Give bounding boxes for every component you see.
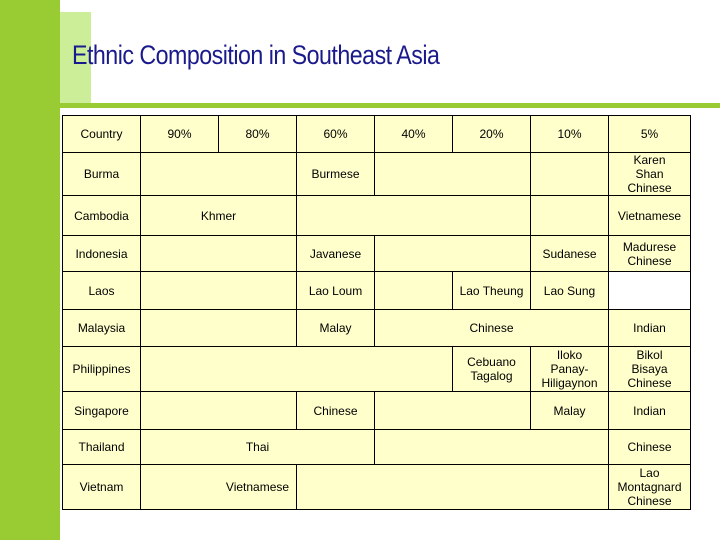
laos-lao-theung: Lao Theung xyxy=(453,272,531,310)
malaysia-majority-cell xyxy=(141,310,297,347)
philippines-cebuano-tagalog: Cebuano Tagalog xyxy=(453,347,531,392)
country-indonesia: Indonesia xyxy=(63,236,141,272)
cambodia-10-cell xyxy=(531,196,609,236)
header-60: 60% xyxy=(297,116,375,153)
thailand-chinese: Chinese xyxy=(609,430,690,465)
country-singapore: Singapore xyxy=(63,392,141,430)
laos-lao-loum: Lao Loum xyxy=(297,272,375,310)
burma-minorities: Karen Shan Chinese xyxy=(609,153,690,196)
vietnam-vietnamese: Vietnamese xyxy=(219,465,297,509)
vietnam-minorities: Lao Montagnard Chinese xyxy=(609,465,690,509)
header-10: 10% xyxy=(531,116,609,153)
indonesia-javanese: Javanese xyxy=(297,236,375,272)
burma-10-cell xyxy=(531,153,609,196)
burma-majority-cell xyxy=(141,153,297,196)
country-burma: Burma xyxy=(63,153,141,196)
country-laos: Laos xyxy=(63,272,141,310)
philippines-majority-cell xyxy=(141,347,453,392)
malaysia-chinese: Chinese xyxy=(375,310,609,347)
laos-majority-cell xyxy=(141,272,297,310)
singapore-indian: Indian xyxy=(609,392,690,430)
indonesia-majority-cell xyxy=(141,236,297,272)
vietnam-mid-cell xyxy=(297,465,609,509)
cambodia-mid-cell xyxy=(297,196,531,236)
country-cambodia: Cambodia xyxy=(63,196,141,236)
ethnic-table xyxy=(62,115,691,510)
header-80: 80% xyxy=(219,116,297,153)
header-country: Country xyxy=(63,116,141,153)
singapore-malay: Malay xyxy=(531,392,609,430)
philippines-iloko-panay: Iloko Panay- Hiligaynon xyxy=(531,347,609,392)
slide-title: Ethnic Composition in Southeast Asia xyxy=(72,40,440,70)
indonesia-sudanese: Sudanese xyxy=(531,236,609,272)
indonesia-minorities: Madurese Chinese xyxy=(609,236,690,272)
indonesia-mid-cell xyxy=(375,236,531,272)
laos-lao-sung: Lao Sung xyxy=(531,272,609,310)
header-40: 40% xyxy=(375,116,453,153)
singapore-mid-cell xyxy=(375,392,531,430)
left-accent-bar xyxy=(0,0,60,540)
title-underline xyxy=(60,103,720,108)
malaysia-indian: Indian xyxy=(609,310,690,347)
header-5: 5% xyxy=(609,116,690,153)
country-malaysia: Malaysia xyxy=(63,310,141,347)
burma-mid-cell xyxy=(375,153,531,196)
cambodia-vietnamese: Vietnamese xyxy=(609,196,690,236)
header-90: 90% xyxy=(141,116,219,153)
laos-empty-5 xyxy=(609,272,690,310)
country-vietnam: Vietnam xyxy=(63,465,141,509)
cambodia-khmer: Khmer xyxy=(141,196,297,236)
malaysia-malay: Malay xyxy=(297,310,375,347)
header-20: 20% xyxy=(453,116,531,153)
singapore-chinese: Chinese xyxy=(297,392,375,430)
country-philippines: Philippines xyxy=(63,347,141,392)
thailand-thai: Thai xyxy=(141,430,375,465)
country-thailand: Thailand xyxy=(63,430,141,465)
laos-40-cell xyxy=(375,272,453,310)
philippines-bikol-bisaya: Bikol Bisaya Chinese xyxy=(609,347,690,392)
burma-burmese: Burmese xyxy=(297,153,375,196)
thailand-mid-cell xyxy=(375,430,609,465)
singapore-majority-cell xyxy=(141,392,297,430)
